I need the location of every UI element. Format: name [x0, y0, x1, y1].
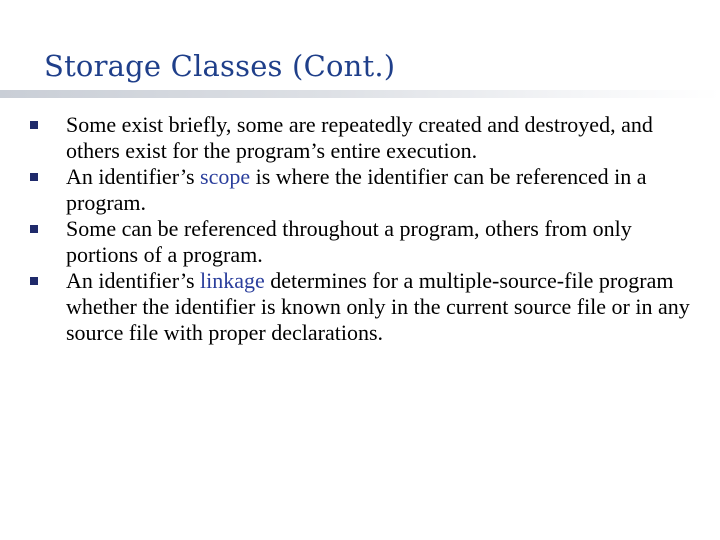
square-bullet-icon — [30, 225, 38, 233]
bullet-text-before: An identifier’s — [66, 268, 201, 293]
slide-title: Storage Classes (Cont.) — [44, 49, 396, 83]
bullet-item — [30, 112, 690, 164]
bullet-text: Some can be referenced throughout a program, others from only portions of a program. — [66, 216, 632, 267]
bullet-item — [30, 216, 690, 268]
title-divider — [0, 90, 720, 98]
square-bullet-icon — [30, 277, 38, 285]
highlighted-term-linkage: linkage — [200, 268, 265, 293]
bullet-text-after: determines for a multiple-source-file program whether the identifier is known only in the current source file or in any source file with proper declarations. — [66, 268, 690, 345]
highlighted-term-scope: scope — [200, 164, 251, 189]
bullet-item — [30, 164, 690, 216]
bullet-text-after: is where the identifier can be referenced in a program. — [66, 164, 647, 215]
bullet-list — [30, 112, 690, 346]
bullet-text-before: An identifier’s — [66, 164, 201, 189]
bullet-item — [30, 268, 690, 346]
square-bullet-icon — [30, 173, 38, 181]
bullet-text: Some exist briefly, some are repeatedly created and destroyed, and others exist for the program’s entire execution. — [66, 112, 653, 163]
square-bullet-icon — [30, 121, 38, 129]
